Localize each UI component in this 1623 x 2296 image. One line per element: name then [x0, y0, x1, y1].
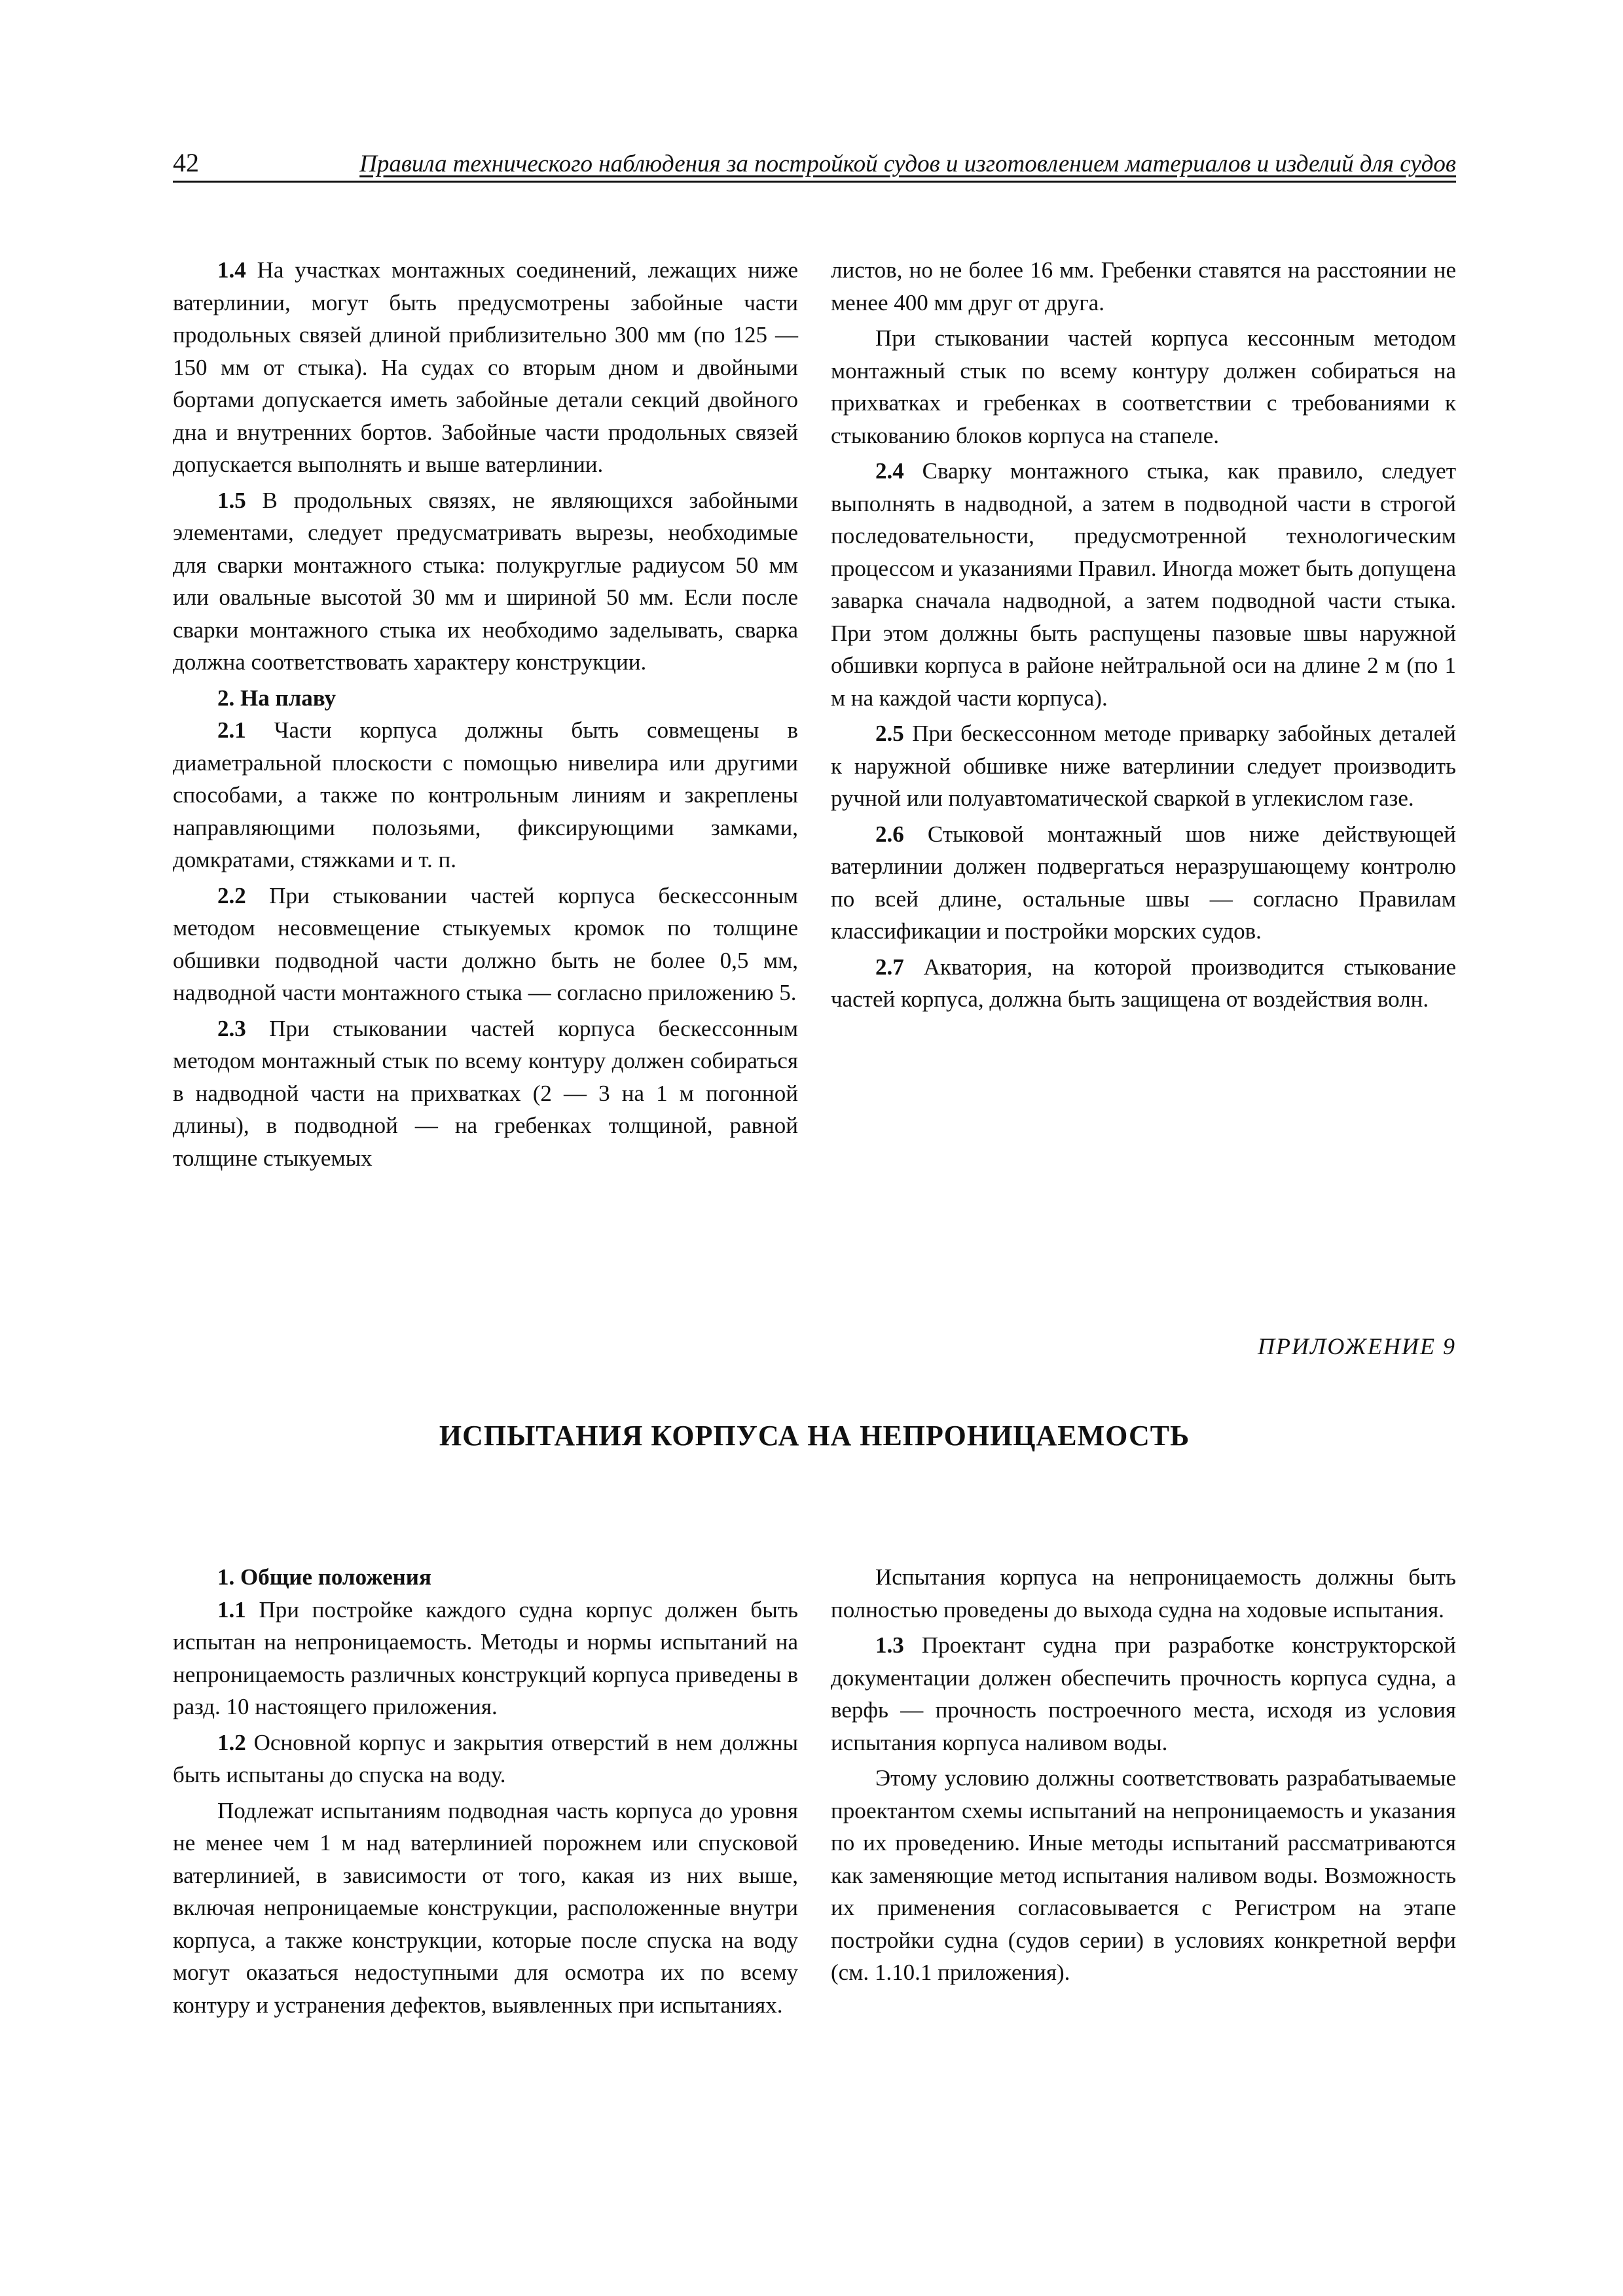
- paragraph-2-5: [831, 717, 1456, 815]
- paragraph-1-2: [173, 1727, 798, 1791]
- paragraph-2-6: [831, 818, 1456, 948]
- running-title: Правила технического наблюдения за постройкой судов и изготовлением материалов и изделий для судов: [359, 151, 1456, 177]
- paragraph-1-4: [173, 254, 798, 481]
- clause-number: 2.2: [217, 882, 246, 908]
- clause-number: 1.1: [217, 1596, 246, 1623]
- section-1-heading: 1. Общие положения: [217, 1564, 431, 1590]
- paragraph-2-3-continued: листов, но не более 16 мм. Гребенки ставятся на расстоянии не менее 400 мм друг от друга.: [831, 257, 1456, 315]
- top-right-column: [831, 254, 1456, 1019]
- paragraph-kesson: При стыковании частей корпуса кессонным методом монтажный стык по всему контуру должен собираться на прихватках и гребенках в соответствии с требованиями к стыкованию блоков корпуса на стапеле.: [831, 325, 1456, 448]
- running-header: [173, 143, 1456, 183]
- clause-number: 2.3: [217, 1015, 246, 1041]
- paragraph-tests-complete: Испытания корпуса на непроницаемость должны быть полностью проведены до выхода судна на ходовые испытания.: [831, 1564, 1456, 1623]
- section-2-heading: 2. На плаву: [217, 685, 336, 711]
- paragraph-2-1: [173, 714, 798, 876]
- appendix-title: ИСПЫТАНИЯ КОРПУСА НА НЕПРОНИЦАЕМОСТЬ: [439, 1420, 1190, 1452]
- paragraph-2-7: [831, 951, 1456, 1016]
- paragraph-1-1: [173, 1594, 798, 1723]
- paragraph-2-3: [173, 1013, 798, 1175]
- clause-text: Акватория, на которой производится стыкование частей корпуса, должна быть защищена от воздействия волн.: [831, 954, 1456, 1012]
- clause-number: 1.2: [217, 1729, 246, 1755]
- appendix-label: ПРИЛОЖЕНИЕ 9: [1258, 1333, 1456, 1359]
- top-left-column: [173, 254, 798, 1177]
- paragraph-2-4: [831, 455, 1456, 714]
- bottom-right-column: [831, 1561, 1456, 1992]
- clause-number: 2.5: [875, 721, 904, 746]
- paragraph-1-5: [173, 484, 798, 679]
- paragraph-2-2: [173, 880, 798, 1009]
- page-number: 42: [173, 148, 199, 177]
- clause-text: В продольных связях, не являющихся забойными элементами, следует предусматривать вырезы, необходимые для сварки монтажного стыка: полукруглые радиусом 50 мм или овальные высотой 30 мм и шириной 50 мм. Если после сварки монтажного стыка их необходимо заделывать, сварка должна соответствовать характеру конструкции.: [173, 487, 798, 675]
- clause-text: Стыковой монтажный шов ниже действующей ватерлинии должен подвергаться неразрушающему контролю по всей длине, остальные швы — согласно Правилам классификации и постройки морских судов.: [831, 821, 1456, 944]
- clause-text: При бескессонном методе приварку забойных деталей к наружной обшивке ниже ватерлинии следует производить ручной или полуавтоматической сваркой в углекислом газе.: [831, 721, 1456, 811]
- clause-number: 2.6: [875, 821, 904, 847]
- clause-number: 2.7: [875, 954, 904, 980]
- paragraph-condition: Этому условию должны соответствовать разрабатываемые проектантом схемы испытаний на непроницаемость и указания по их проведению. Иные методы испытаний рассматриваются как заменяющие метод испытания наливом воды. Возможность их применения согласовывается с Регистром на этапе постройки судна (судов серии) в условиях конкретной верфи (см. 1.10.1 приложения).: [831, 1765, 1456, 1985]
- clause-text: Сварку монтажного стыка, как правило, следует выполнять в надводной, а затем в подводной части в строгой последовательности, предусмотренной технологическим процессом и указаниями Правил. Иногда может быть допущена заварка сначала надводной, а затем подводной части стыка. При этом должны быть распущены пазовые швы наружной обшивки корпуса в районе нейтральной оси на длине 2 м (по 1 м на каждой части корпуса).: [831, 458, 1456, 711]
- clause-text: Основной корпус и закрытия отверстий в нем должны быть испытаны до спуска на воду.: [173, 1729, 798, 1787]
- clause-number: 1.5: [217, 487, 246, 513]
- clause-number: 2.1: [217, 717, 246, 743]
- clause-text: При постройке каждого судна корпус должен быть испытан на непроницаемость. Методы и нормы испытаний на непроницаемость различных конструкций корпуса приведены в разд. 10 настоящего приложения.: [173, 1596, 798, 1719]
- clause-number: 1.4: [217, 257, 246, 283]
- clause-text: При стыковании частей корпуса бескессонным методом несовмещение стыкуемых кромок по толщине обшивки подводной части должно быть не более 0,5 мм, надводной части монтажного стыка — согласно приложению 5.: [173, 882, 798, 1005]
- paragraph-1-3: [831, 1629, 1456, 1759]
- clause-number: 1.3: [875, 1632, 904, 1658]
- paragraph-subject-to-tests: Подлежат испытаниям подводная часть корпуса до уровня не менее чем 1 м над ватерлинией порожнем или спусковой ватерлинией, в зависимости от того, какая из них выше, включая непроницаемые конструкции, расположенные внутри корпуса, а также конструкции, которые после спуска на воду могут оказаться недоступными для осмотра их по всему контуру и устранения дефектов, выявленных при испытаниях.: [173, 1797, 798, 2018]
- clause-text: На участках монтажных соединений, лежащих ниже ватерлинии, могут быть предусмотрены забойные части продольных связей длиной приблизительно 300 мм (по 125 — 150 мм от стыка). На судах со вторым дном и двойными бортами допускается иметь забойные детали секций двойного дна и внутренних бортов. Забойные части продольных связей допускается выполнять и выше ватерлинии.: [173, 257, 798, 477]
- clause-number: 2.4: [875, 458, 904, 484]
- bottom-left-column: [173, 1561, 798, 2024]
- clause-text: При стыковании частей корпуса бескессонным методом монтажный стык по всему контуру должен собираться в надводной части на прихватках (2 — 3 на 1 м погонной длины), в подводной — на гребенках толщиной, равной толщине стыкуемых: [173, 1015, 798, 1171]
- clause-text: Проектант судна при разработке конструкторской документации должен обеспечить прочность корпуса судна, а верфь — прочность построечного места, исходя из условия испытания корпуса наливом воды.: [831, 1632, 1456, 1755]
- clause-text: Части корпуса должны быть совмещены в диаметральной плоскости с помощью нивелира или другими способами, а также по контрольным линиям и закреплены направляющими полозьями, фиксирующими замками, домкратами, стяжками и т. п.: [173, 717, 798, 872]
